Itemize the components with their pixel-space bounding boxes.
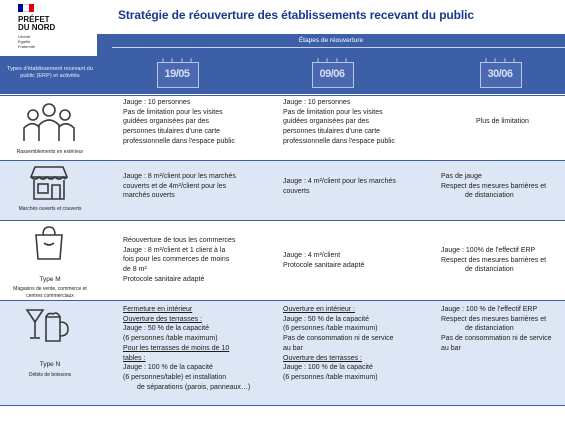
header-types-label: Types d'établissement recevant du public (ERP) et activités [7,66,93,79]
cell-line: Protocole sanitaire adapté [123,275,205,283]
cell-line: Jauge : 8 m²/client pour les marchés [123,173,236,180]
cell-line: professionnelle dans l'espace public [283,137,395,145]
cell-line: de distanciation [465,266,514,274]
cell-typen-etape2 [283,305,433,383]
cell-line: de distanciation [465,325,514,333]
cell-line: couverts et de 4m²/client pour les [123,182,227,190]
cell-line: personnes titulaires d'une carte [123,128,221,136]
logo-motto-line1: Liberté [18,34,31,39]
header-divider [112,47,565,48]
logo-motto-line2: Égalité [18,39,31,44]
page-title: Stratégie de réouverture des établissements recevant du public [118,8,474,22]
cell-line: au bar [283,344,303,352]
date-label-1: 19/05 [164,68,190,80]
cell-line: Jauge : 100% de l'effectif ERP [441,247,536,254]
cell-line: Jauge : 10 personnes [123,99,191,106]
date-label-3: 30/06 [487,68,513,80]
cell-line: (6 personnes /table maximum) [123,335,218,343]
row-divider [0,220,565,221]
cell-line: marchés ouverts [123,192,175,200]
cell-line: personnes titulaires d'une carte [283,128,381,136]
group-of-people-icon [20,101,78,143]
cell-rassemblements-etape1 [123,98,283,147]
cell-line: Jauge : 50 % de la capacité [123,325,210,333]
row-divider [0,405,565,406]
cell-line: Réouverture de tous les commerces [123,237,236,244]
logo-title-line1: PRÉFET [18,15,50,24]
cell-line: Respect des mesures barrières et [441,256,547,264]
cell-line: tables : [123,354,146,362]
cell-line: Respect des mesures barrières et [441,182,547,190]
date-label-2: 09/06 [319,68,345,80]
cell-line: Ouverture en intérieur : [283,306,355,313]
cell-line: Pas de jauge [441,173,482,180]
cell-line: Pour les terrasses de moins de 10 [123,344,230,352]
cell-line: Jauge : 50 % de la capacité [283,315,370,323]
cell-typem-etape2 [283,251,433,270]
cell-line: (6 personnes/table) et installation [123,373,227,381]
cell-typem-etape1 [123,236,283,285]
calendar-date-1 [157,58,197,88]
logo-motto [18,34,35,49]
cell-line: Plus de limitation [476,118,529,125]
shopping-bag-icon [33,225,65,261]
cell-line: Respect des mesures barrières et [441,315,547,323]
row-label-typem-desc1: Magasins de vente, commerce et [13,286,87,292]
cell-line: Jauge : 10 personnes [283,99,351,106]
row-label-marches: Marchés ouverts et couverts [18,206,82,212]
cell-marches-etape1 [123,172,283,201]
cell-line: Pas de limitation pour les visites [123,108,223,116]
cell-line: Jauge : 100 % de l'effectif ERP [441,306,538,313]
logo-motto-line3: Fraternité [18,44,36,49]
cell-line: de distanciation [465,192,514,200]
calendar-date-3 [480,58,520,88]
cell-typen-etape1 [123,305,258,392]
cell-line: professionnelle dans l'espace public [123,137,235,145]
row-label-typen-title: Type N [39,361,61,368]
row-label-typem-desc2: centres commerciaux [26,293,74,299]
cell-marches-etape2 [283,177,433,196]
row-label-rassemblements: Rassemblements en extérieur [16,149,84,155]
header-etapes-label: Étapes de réouverture [298,37,364,44]
cell-marches-etape3 [441,172,565,201]
cell-rassemblements-etape3 [440,117,565,127]
prefecture-logo-title [18,16,55,32]
cell-line: (6 personnes /table maximum) [283,373,378,381]
cell-line: fois pour les commerces de moins [123,256,230,264]
cell-line: Jauge : 4 m²/client pour les marchés [283,178,396,185]
row-divider [0,160,565,161]
row-label-typem-title: Type M [39,276,61,283]
drinks-icon [24,307,72,345]
cell-line: couverts [283,187,310,195]
cell-typen-etape3 [441,305,565,354]
cell-line: de 8 m² [123,266,147,274]
cell-line: Pas de consommation ni de service [283,335,394,343]
logo-title-line2: DU NORD [18,23,56,32]
cell-line: guidées organisées par des [123,118,210,126]
market-stall-icon [29,165,69,201]
cell-line: Jauge : 100 % de la capacité [123,364,213,372]
row-divider [0,300,565,301]
calendar-date-2 [312,58,352,88]
cell-line: guidées organisées par des [283,118,370,126]
row-label-typen-desc: Débits de boissons [28,372,72,378]
cell-line: (6 personnes /table maximum) [283,325,378,333]
cell-line: Pas de limitation pour les visites [283,108,383,116]
row-divider [0,95,565,96]
cell-line: Fermeture en intérieur [123,306,193,313]
marianne-flag-icon [18,4,34,12]
cell-line: de séparations (parois, panneaux…) [137,383,251,391]
cell-line: au bar [441,344,461,352]
cell-rassemblements-etape2 [283,98,433,147]
cell-line: Ouverture des terrasses : [123,315,202,323]
cell-line: Jauge : 100 % de la capacité [283,364,373,372]
cell-line: Pas de consommation ni de service [441,335,552,343]
cell-typem-etape3 [441,246,565,275]
cell-line: Ouverture des terrasses : [283,354,362,362]
cell-line: Jauge : 4 m²/client [283,252,341,259]
cell-line: Jauge : 8 m²/client et 1 client à la [123,246,226,254]
cell-line: Protocole sanitaire adapté [283,261,365,269]
